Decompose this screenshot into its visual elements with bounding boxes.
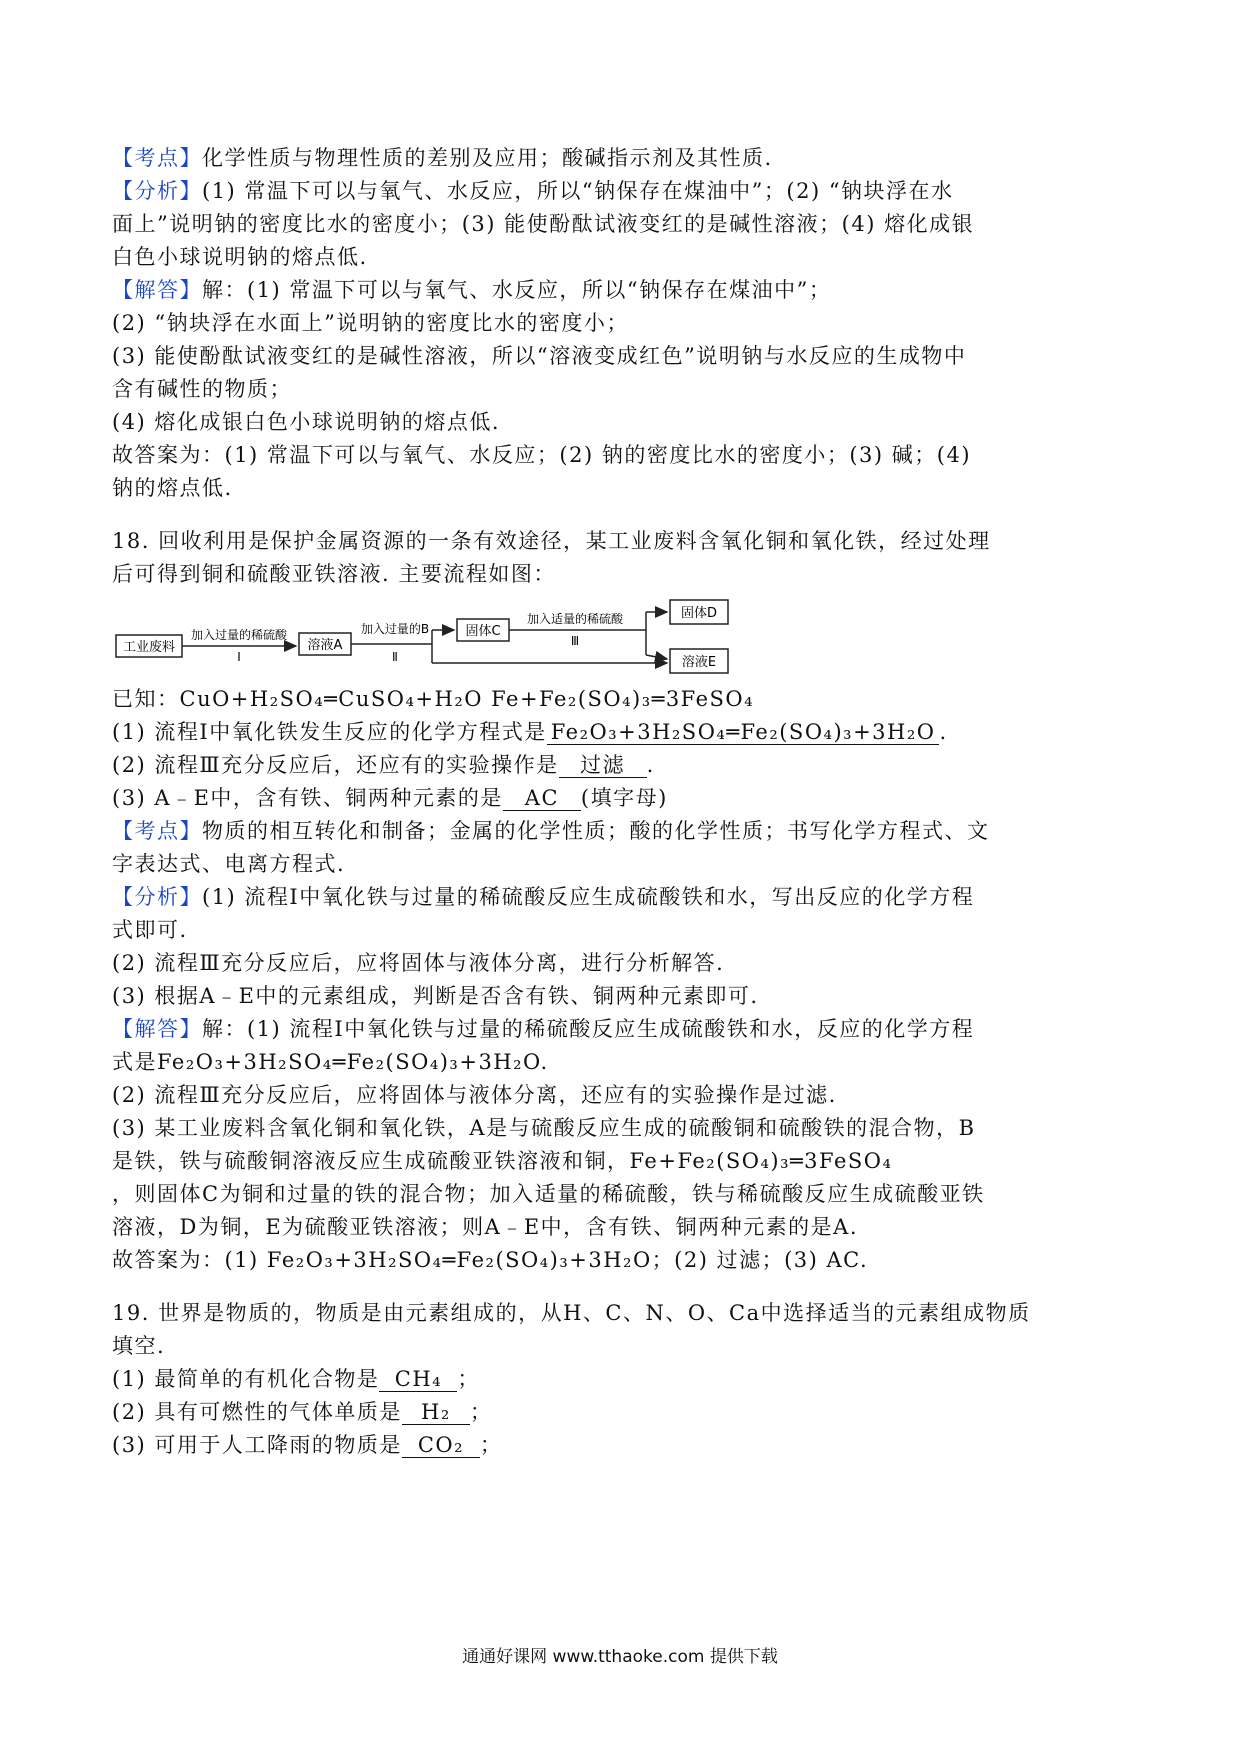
- question-19-stem: 填空.: [112, 1334, 166, 1358]
- sub-question-suffix: .: [646, 753, 655, 777]
- document-body: [112, 142, 1132, 1462]
- s17-kaodian: [112, 142, 1132, 175]
- sub-question-1: [112, 716, 1132, 749]
- text-line: 白色小球说明钠的熔点低.: [112, 245, 368, 269]
- jieda-tag: 【解答】: [112, 278, 202, 302]
- s18-fenxi: [112, 881, 1132, 914]
- text-line: (3) 某工业废料含氧化铜和氧化铁，A是与硫酸反应生成的硫酸铜和硫酸铁的混合物，B: [112, 1116, 976, 1140]
- question-18-stem: 后可得到铜和硫酸亚铁溶液. 主要流程如图：: [112, 562, 556, 586]
- text-line: (2) 流程Ⅲ充分反应后，应将固体与液体分离，进行分析解答.: [112, 951, 725, 975]
- s17-fenxi-line: [112, 175, 1132, 208]
- known-equations: 已知：CuO+H₂SO₄═CuSO₄+H₂O Fe+Fe₂(SO₄)₃═3FeSO₄: [112, 687, 755, 711]
- box-waste-label: 工业废料: [122, 640, 176, 655]
- box-solution-e-label: 溶液E: [681, 655, 717, 670]
- answer-blank: CO₂: [402, 1433, 480, 1458]
- arrow-step-1-numeral: Ⅰ: [237, 650, 241, 664]
- text-line: (4) 熔化成银白色小球说明钠的熔点低.: [112, 410, 501, 434]
- sub-question-suffix: (填字母): [580, 786, 668, 810]
- text-line: 溶液，D为铜，E为硫酸亚铁溶液；则A﹣E中，含有铁、铜两种元素的是A.: [112, 1215, 858, 1239]
- fenxi-tag: 【分析】: [112, 179, 202, 203]
- box-solid-c-label: 固体C: [465, 624, 501, 639]
- text-line: ，则固体C为铜和过量的铁的混合物；加入适量的稀硫酸，铁与稀硫酸反应生成硫酸亚铁: [112, 1182, 985, 1206]
- sub-question-text: (1) 最简单的有机化合物是: [112, 1367, 380, 1391]
- text-line: 字表达式、电离方程式.: [112, 852, 346, 876]
- box-solid-d-label: 固体D: [680, 606, 718, 621]
- answer-line: 故答案为：(1) 常温下可以与氧气、水反应；(2) 钠的密度比水的密度小；(3) 碱；(4): [112, 443, 972, 467]
- answer-blank: H₂: [402, 1400, 470, 1425]
- sub-question-suffix: ；: [457, 1367, 480, 1391]
- jieda-text: 解：(1) 常温下可以与氧气、水反应，所以“钠保存在煤油中”；: [202, 278, 832, 302]
- sub-question-text: (3) 可用于人工降雨的物质是: [112, 1433, 402, 1457]
- sub-question-1: [112, 1363, 1132, 1396]
- answer-blank: 过滤: [559, 753, 647, 778]
- arrow-step-2-label: 加入过量的B: [360, 622, 430, 636]
- sub-question-text: (1) 流程Ⅰ中氧化铁发生反应的化学方程式是: [112, 720, 547, 744]
- text-line: 是铁，铁与硫酸铜溶液反应生成硫酸亚铁溶液和铜，Fe+Fe₂(SO₄)₃═3FeSO₄: [112, 1149, 893, 1173]
- jieda-tag: 【解答】: [112, 1017, 202, 1041]
- page-footer: 通通好课网 www.tthaoke.com 提供下载: [462, 1647, 778, 1667]
- arrow-step-3-numeral: Ⅲ: [570, 634, 580, 648]
- flow-svg: [112, 599, 1132, 677]
- answer-blank: Fe₂O₃+3H₂SO₄═Fe₂(SO₄)₃+3H₂O: [547, 720, 940, 745]
- answer-blank: CH₄: [379, 1367, 457, 1392]
- s18-jieda: [112, 1013, 1132, 1046]
- sub-question-suffix: ；: [469, 1400, 493, 1424]
- sub-question-2: [112, 1396, 1132, 1429]
- text-line: (2) “钠块浮在水面上”说明钠的密度比水的密度小；: [112, 311, 629, 335]
- arrow-branch-to-e: [646, 655, 667, 659]
- s18-kaodian: [112, 815, 1132, 848]
- arrow-step-1-label: 加入过量的稀硫酸: [190, 628, 288, 642]
- text-line: (3) 能使酚酞试液变红的是碱性溶液，所以“溶液变成红色”说明钠与水反应的生成物中: [112, 344, 967, 368]
- question-18-stem: 18. 回收利用是保护金属资源的一条有效途径，某工业废料含氧化铜和氧化铁，经过处理: [112, 529, 991, 553]
- jieda-text: 解：(1) 流程Ⅰ中氧化铁与过量的稀硫酸反应生成硫酸铁和水，反应的化学方程: [202, 1017, 975, 1041]
- sub-question-3: [112, 1429, 1132, 1462]
- text-line: (2) 流程Ⅲ充分反应后，应将固体与液体分离，还应有的实验操作是过滤.: [112, 1083, 837, 1107]
- text-line: 含有碱性的物质；: [112, 377, 292, 401]
- kaodian-text: 物质的相互转化和制备；金属的化学性质；酸的化学性质；书写化学方程式、文: [202, 819, 990, 843]
- answer-line: 故答案为：(1) Fe₂O₃+3H₂SO₄═Fe₂(SO₄)₃+3H₂O；(2) 过滤；(3) AC.: [112, 1248, 869, 1272]
- answer-line: 钠的熔点低.: [112, 476, 233, 500]
- arrow-step-2-numeral: Ⅱ: [392, 650, 398, 664]
- sub-question-suffix: .: [939, 720, 948, 744]
- fenxi-text: (1) 常温下可以与氧气、水反应，所以“钠保存在煤油中”；(2) “钠块浮在水: [202, 179, 954, 203]
- process-flow-diagram: [112, 599, 1132, 677]
- sub-question-text: (2) 流程Ⅲ充分反应后，还应有的实验操作是: [112, 753, 559, 777]
- text-line: 面上”说明钠的密度比水的密度小；(3) 能使酚酞试液变红的是碱性溶液；(4) 熔化成银: [112, 212, 975, 236]
- text-line: (3) 根据A﹣E中的元素组成，判断是否含有铁、铜两种元素即可.: [112, 984, 759, 1008]
- sub-question-text: (3) A﹣E中，含有铁、铜两种元素的是: [112, 786, 503, 810]
- arrow-step-3-label: 加入适量的稀硫酸: [526, 612, 624, 626]
- s17-jieda-line: [112, 274, 1132, 307]
- kaodian-tag: 【考点】: [112, 146, 202, 170]
- question-19-stem: 19. 世界是物质的，物质是由元素组成的，从H、C、N、O、Ca中选择适当的元素组成物质: [112, 1301, 1031, 1325]
- text-line: 式即可.: [112, 918, 188, 942]
- text-line: 式是Fe₂O₃+3H₂SO₄═Fe₂(SO₄)₃+3H₂O.: [112, 1050, 549, 1074]
- fenxi-tag: 【分析】: [112, 885, 202, 909]
- kaodian-tag: 【考点】: [112, 819, 202, 843]
- box-solution-a-label: 溶液A: [307, 638, 343, 653]
- sub-question-3: [112, 782, 1132, 815]
- sub-question-text: (2) 具有可燃性的气体单质是: [112, 1400, 402, 1424]
- sub-question-2: [112, 749, 1132, 782]
- kaodian-text: 化学性质与物理性质的差别及应用；酸碱指示剂及其性质.: [202, 146, 773, 170]
- sub-question-suffix: ；: [479, 1433, 503, 1457]
- fenxi-text: (1) 流程Ⅰ中氧化铁与过量的稀硫酸反应生成硫酸铁和水，写出反应的化学方程: [202, 885, 975, 909]
- answer-blank: AC: [503, 786, 581, 811]
